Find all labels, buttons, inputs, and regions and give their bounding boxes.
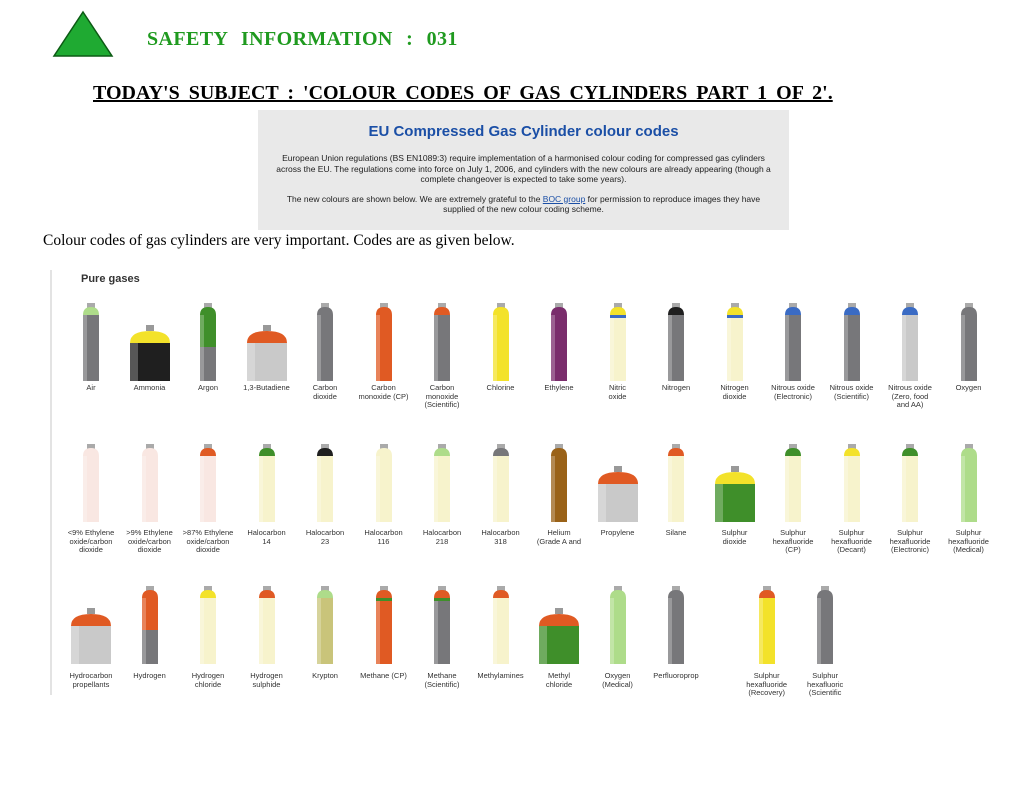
cylinder-label: Air [86,383,96,392]
highlight [71,626,79,664]
shoulder [727,307,743,315]
cylinder-graphic [417,303,467,383]
shoulder [598,472,638,484]
cylinder-graphic [593,586,643,666]
shoulder [961,448,977,456]
highlight [844,315,848,381]
highlight [551,315,555,381]
valve [146,325,154,331]
cylinder-graphic [183,444,233,524]
highlight [961,315,965,381]
cylinder-label: Oxygen [955,383,982,392]
cylinder-graphic [593,303,643,383]
highlight [83,456,87,522]
cylinder-label: Helium (Grade A and [536,528,582,546]
cylinder-label: Chlorine [486,383,515,392]
shoulder [434,590,450,598]
shoulder [317,590,333,598]
valve [87,608,95,614]
highlight [817,598,821,664]
highlight [493,456,497,522]
highlight [317,456,321,522]
highlight [493,598,497,664]
cylinder-graphic [710,444,760,524]
cylinder-graphic [242,444,292,524]
shoulder [376,590,392,598]
shoulder [668,307,684,315]
cylinder-label: Sulphur hexafluoride (Medical) [948,528,989,554]
cylinder-label: Hydrogen chloride [191,671,225,689]
cylinder-label: Halocarbon 116 [364,528,403,546]
shoulder [434,307,450,315]
cylinder-graphic [183,303,233,383]
highlight [434,601,438,664]
cylinder-label: Sulphur hexafluoride (Decant) [831,528,872,554]
cylinder-graphic [651,586,701,666]
cylinder-label: Ethylene [544,383,574,392]
highlight [130,343,138,381]
highlight [376,315,380,381]
highlight [902,315,906,381]
shoulder [259,448,275,456]
cylinder-label: Halocarbon 14 [247,528,286,546]
cylinder-graphic [534,303,584,383]
shoulder [668,448,684,456]
highlight [785,456,789,522]
safety-info-title: SAFETY INFORMATION : 031 [147,28,458,50]
cylinder-graphic [242,303,292,383]
shoulder [493,590,509,598]
highlight [715,484,723,522]
eu-box-paragraph-1: European Union regulations (BS EN1089:3) require implementation of a harmonised colour coding for compressed gas cylinders across the EU. The regulations come into force on July 1, 2006, and cylinders with the new colours are already appearing (though a complete changeover is expected to take some years). [276,153,771,184]
highlight [844,456,848,522]
cylinder-label: Sulphur hexafluoric (Scientific [807,671,844,697]
cylinder-graphic [476,444,526,524]
highlight [493,315,497,381]
cylinder-graphic [300,303,350,383]
cylinder-graphic [417,444,467,524]
cylinder-label: Halocarbon 23 [305,528,345,546]
cylinder-graphic [710,303,760,383]
valve [614,466,622,472]
highlight [785,315,789,381]
highlight [259,456,263,522]
cylinder-label: <9% Ethylene oxide/carbon dioxide [67,528,115,554]
cylinder-label: Nitrous oxide (Scientific) [829,383,874,401]
cylinder-label: Nitrous oxide (Electronic) [771,383,815,401]
cylinder-label: 1,3-Butadiene [243,383,290,392]
cylinder-graphic [66,586,116,666]
eu-box-paragraph-2-text: The new colours are shown below. We are extremely grateful to the [286,193,543,204]
cylinder-graphic [742,586,792,666]
cylinder-graphic [125,303,175,383]
band [376,598,392,601]
cylinder-graphic [534,444,584,524]
shoulder [434,448,450,456]
highlight [668,315,672,381]
cylinder-label: Hydrocarbon propellants [69,671,113,689]
cylinder-graphic [125,444,175,524]
cylinder-graphic [768,303,818,383]
cylinder-label: Methane (CP) [360,671,407,680]
cylinder-graphic [125,586,175,666]
cylinder-graphic [534,586,584,666]
valve [555,608,563,614]
highlight [247,343,255,381]
highlight [200,598,204,664]
shoulder [200,307,216,315]
shoulder [902,448,918,456]
cylinder-graphic [300,586,350,666]
cylinder-label: Hydrogen [133,671,166,680]
shoulder [247,331,287,343]
shoulder [551,307,567,315]
shoulder [200,448,216,456]
cylinder-label: Methylamines [477,671,524,680]
cylinder-graphic [359,586,409,666]
cylinder-graphic [827,444,877,524]
cylinder-graphic [359,444,409,524]
highlight [200,315,204,381]
shoulder [493,307,509,315]
shoulder [785,307,801,315]
cylinder-label: Methyl chloride [545,671,573,689]
cylinder-graphic [417,586,467,666]
cylinder-label: Nitrous oxide (Zero, food and AA) [888,383,932,409]
shoulder [785,448,801,456]
shoulder [551,448,567,456]
cylinder-graphic [944,303,994,383]
highlight [434,315,438,381]
cylinder-label: Halocarbon 318 [481,528,520,546]
cylinder-label: Sulphur hexafluoride (CP) [772,528,814,554]
highlight [142,456,146,522]
cylinder-label: Nitrogen [661,383,691,392]
eu-box-title: EU Compressed Gas Cylinder colour codes [368,123,679,140]
valve [731,466,739,472]
cylinder-graphic [651,444,701,524]
shoulder [759,590,775,598]
cylinder-label: Silane [665,528,687,537]
cylinder-label: Nitrogen dioxide [720,383,749,401]
shoulder [142,590,158,598]
cylinder-label: Sulphur dioxide [721,528,748,546]
intro-text: Colour codes of gas cylinders are very important. Codes are as given below. [43,232,515,249]
highlight [668,456,672,522]
shoulder [71,614,111,626]
cylinder-graphic [476,586,526,666]
shoulder [142,448,158,456]
cylinder-graphic [800,586,850,666]
highlight [83,315,87,381]
cylinder-label: Nitric oxide [608,383,627,401]
cylinder-label: Sulphur hexafluoride (Recovery) [746,671,788,697]
cylinder-graphic [651,303,701,383]
shoulder [715,472,755,484]
cylinder-label: Ammonia [133,383,166,392]
highlight [317,598,321,664]
shoulder [376,307,392,315]
cylinder-chart [50,268,1003,714]
shoulder [610,307,626,315]
highlight [259,598,263,664]
cylinder-label: Carbon dioxide [312,383,338,401]
panel-divider [50,270,52,695]
cylinder-graphic [183,586,233,666]
cylinder-label: Krypton [312,671,338,680]
shoulder [610,590,626,598]
cylinder-label: >87% Ethylene oxide/carbon dioxide [182,528,234,554]
highlight [317,315,321,381]
band [727,315,743,318]
cylinder-graphic [885,303,935,383]
shoulder [844,448,860,456]
cylinder-label: Hydrogen sulphide [250,671,283,689]
cylinder-label: Propylene [600,528,635,537]
shoulder [844,307,860,315]
boc-group-link[interactable]: BOC group [542,193,586,204]
eu-box-paragraph-2-text-end: for permission to reproduce images they have supplied of the new colour coding scheme. [443,193,761,214]
shoulder [961,307,977,315]
cylinder-graphic [66,303,116,383]
highlight [142,598,146,664]
cylinder-graphic [768,444,818,524]
cylinder-graphic [593,444,643,524]
cylinder-label: Perfluoroprop [653,671,699,680]
todays-subject-heading: TODAY'S SUBJECT : 'COLOUR CODES OF GAS CYLINDERS PART 1 OF 2'. [93,82,833,104]
cylinder-graphic [885,444,935,524]
shoulder [317,307,333,315]
cylinder-graphic [300,444,350,524]
eu-info-box [258,110,789,230]
highlight [759,598,763,664]
shoulder [376,448,392,456]
highlight [610,598,614,664]
shoulder [317,448,333,456]
cylinder-label: Carbon monoxide (Scientific) [424,383,460,409]
cylinder-graphic [242,586,292,666]
highlight [727,318,731,381]
highlight [902,456,906,522]
valve [263,325,271,331]
shoulder [817,590,833,598]
shoulder [902,307,918,315]
eu-box-paragraph-2 [276,194,771,215]
shoulder [668,590,684,598]
highlight [200,456,204,522]
cylinder-graphic [476,303,526,383]
warning-triangle-icon [52,10,114,58]
highlight [551,456,555,522]
cylinder-label: Halocarbon 218 [422,528,462,546]
shoulder [539,614,579,626]
cylinder-graphic [944,444,994,524]
cylinder-graphic [66,444,116,524]
band [610,315,626,318]
shoulder [493,448,509,456]
highlight [668,598,672,664]
highlight [961,456,965,522]
cylinder-graphic [827,303,877,383]
highlight [434,456,438,522]
pure-gases-heading: Pure gases [81,273,140,285]
cylinder-graphic [359,303,409,383]
cylinder-label: Oxygen (Medical) [602,671,633,689]
cylinder-label: Carbon monoxide (CP) [358,383,409,401]
shoulder [83,448,99,456]
band [434,598,450,601]
shoulder [83,307,99,315]
cylinder-label: Sulphur hexafluoride (Electronic) [889,528,931,554]
shoulder [200,590,216,598]
highlight [539,626,547,664]
highlight [376,456,380,522]
shoulder [130,331,170,343]
highlight [376,601,380,664]
cylinder-label: Methane (Scientific) [424,671,460,689]
shoulder [259,590,275,598]
cylinder-label: Argon [197,383,218,392]
highlight [598,484,606,522]
highlight [610,318,614,381]
cylinder-label: >9% Ethylene oxide/carbon dioxide [126,528,173,554]
